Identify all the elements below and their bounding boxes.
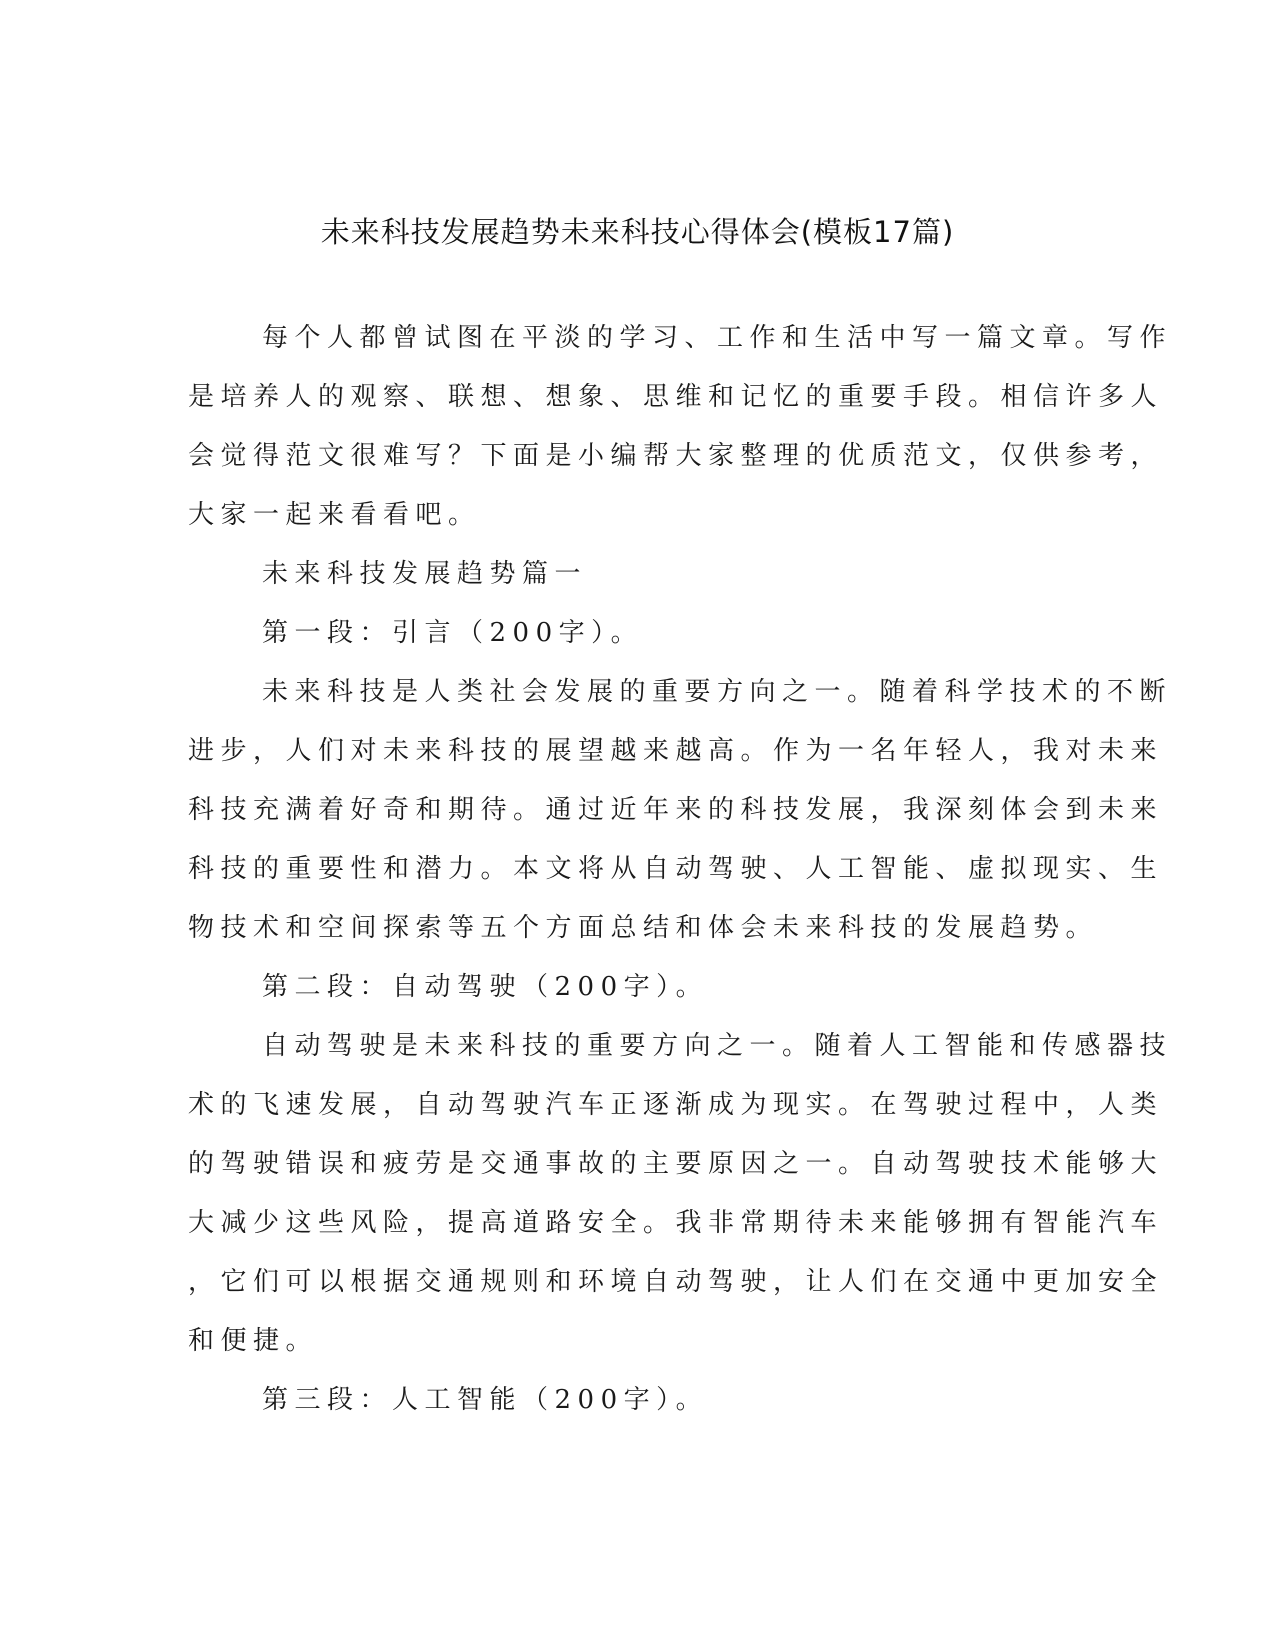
section-heading: 未来科技发展趋势篇一 <box>262 559 588 589</box>
paragraph-line: 大减少这些风险，提高道路安全。我非常期待未来能够拥有智能汽车 <box>188 1208 1164 1238</box>
paragraph-line: 物技术和空间探索等五个方面总结和体会未来科技的发展趋势。 <box>188 913 1099 943</box>
paragraph-line: 的驾驶错误和疲劳是交通事故的主要原因之一。自动驾驶技术能够大 <box>188 1149 1164 1179</box>
paragraph-line: 未来科技是人类社会发展的重要方向之一。随着科学技术的不断 <box>262 677 1173 707</box>
paragraph-line: 术的飞速发展，自动驾驶汽车正逐渐成为现实。在驾驶过程中，人类 <box>188 1090 1164 1120</box>
paragraph-line: 是培养人的观察、联想、想象、思维和记忆的重要手段。相信许多人 <box>188 382 1164 412</box>
paragraph-line: 会觉得范文很难写？下面是小编帮大家整理的优质范文，仅供参考， <box>188 441 1164 471</box>
paragraph-line: 和便捷。 <box>188 1326 319 1356</box>
paragraph-line: 大家一起来看看吧。 <box>188 500 481 530</box>
section-subheading: 第二段：自动驾驶（200字）。 <box>262 972 709 1002</box>
paragraph-line: 每个人都曾试图在平淡的学习、工作和生活中写一篇文章。写作 <box>262 323 1173 353</box>
document-title: 未来科技发展趋势未来科技心得体会(模板17篇) <box>320 215 955 249</box>
paragraph-line: ，它们可以根据交通规则和环境自动驾驶，让人们在交通中更加安全 <box>188 1267 1164 1297</box>
section-subheading: 第一段：引言（200字）。 <box>262 618 644 648</box>
paragraph-line: 科技充满着好奇和期待。通过近年来的科技发展，我深刻体会到未来 <box>188 795 1164 825</box>
section-subheading: 第三段：人工智能（200字）。 <box>262 1385 709 1415</box>
paragraph-line: 自动驾驶是未来科技的重要方向之一。随着人工智能和传感器技 <box>262 1031 1173 1061</box>
paragraph-line: 科技的重要性和潜力。本文将从自动驾驶、人工智能、虚拟现实、生 <box>188 854 1164 884</box>
paragraph-line: 进步，人们对未来科技的展望越来越高。作为一名年轻人，我对未来 <box>188 736 1164 766</box>
